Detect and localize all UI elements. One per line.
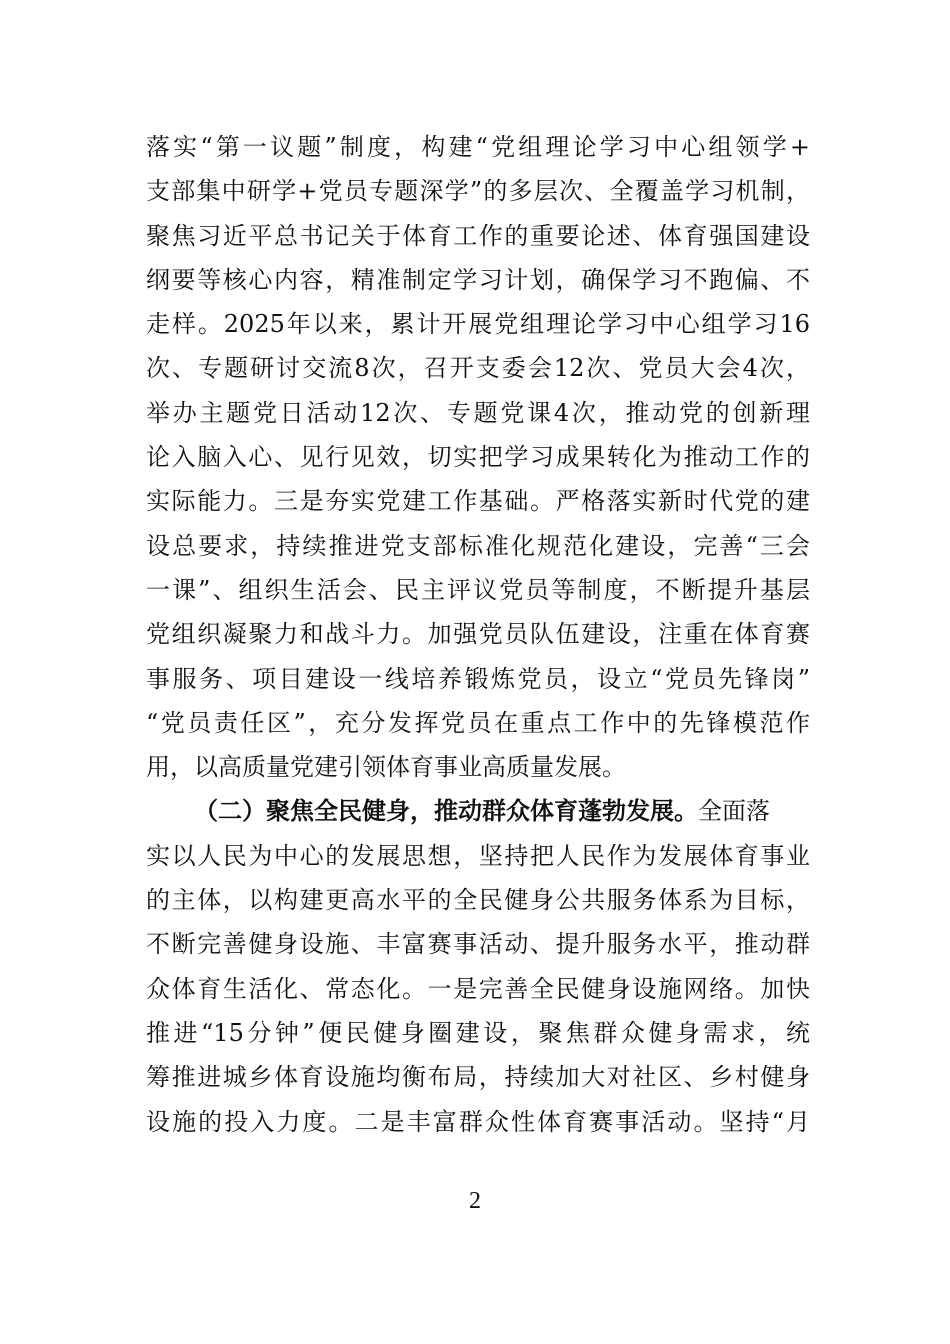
text-line: 聚焦习近平总书记关于体育工作的重要论述、体育强国建设 bbox=[146, 221, 810, 250]
text-line: 举办主题党日活动12次、专题党课4次，推动党的创新理 bbox=[146, 398, 810, 427]
text-line: 推进“15分钟”便民健身圈建设，聚焦群众健身需求，统 bbox=[146, 1018, 810, 1047]
text-run: 全面落 bbox=[698, 797, 770, 826]
text-line: 落实“第一议题”制度，构建“党组理论学习中心组领学+ bbox=[146, 133, 810, 161]
body-text bbox=[146, 125, 810, 1144]
paragraph-national-fitness bbox=[146, 789, 810, 1143]
text-line: 用，以高质量党建引领体育事业高质量发展。 bbox=[146, 753, 626, 782]
text-line: 筹推进城乡体育设施均衡布局，持续加大对社区、乡村健身 bbox=[146, 1063, 810, 1092]
section-heading: （二）聚焦全民健身，推动群众体育蓬勃发展。 bbox=[194, 796, 698, 826]
paragraph-first-line bbox=[146, 789, 810, 833]
page-number: 2 bbox=[469, 1188, 481, 1214]
text-line: 设总要求，持续推进党支部标准化规范化建设，完善“三会 bbox=[146, 531, 810, 560]
text-line: 纲要等核心内容，精准制定学习计划，确保学习不跑偏、不 bbox=[146, 265, 810, 294]
text-line: 次、专题研讨交流8次，召开支委会12次、党员大会4次， bbox=[146, 354, 810, 383]
text-line: 党组织凝聚力和战斗力。加强党员队伍建设，注重在体育赛 bbox=[146, 620, 810, 649]
text-line: “党员责任区”，充分发挥党员在重点工作中的先锋模范作 bbox=[146, 708, 810, 737]
text-line: 设施的投入力度。二是丰富群众性体育赛事活动。坚持“月 bbox=[146, 1107, 810, 1136]
text-line: 的主体，以构建更高水平的全民健身公共服务体系为目标， bbox=[146, 886, 810, 915]
text-line: 众体育生活化、常态化。一是完善全民健身设施网络。加快 bbox=[146, 974, 810, 1003]
text-line: 实际能力。三是夯实党建工作基础。严格落实新时代党的建 bbox=[146, 487, 810, 516]
text-line: 支部集中研学+党员专题深学”的多层次、全覆盖学习机制， bbox=[146, 177, 810, 206]
text-line: 走样。2025年以来，累计开展党组理论学习中心组学习16 bbox=[146, 310, 810, 339]
text-line: 一课”、组织生活会、民主评议党员等制度，不断提升基层 bbox=[146, 575, 810, 604]
paragraph-party-building bbox=[146, 125, 810, 789]
text-line: 事服务、项目建设一线培养锻炼党员，设立“党员先锋岗” bbox=[146, 664, 810, 693]
text-line: 论入脑入心、见行见效，切实把学习成果转化为推动工作的 bbox=[146, 443, 810, 472]
text-line: 不断完善健身设施、丰富赛事活动、提升服务水平，推动群 bbox=[146, 930, 810, 959]
text-line: 实以人民为中心的发展思想，坚持把人民作为发展体育事业 bbox=[146, 841, 810, 870]
